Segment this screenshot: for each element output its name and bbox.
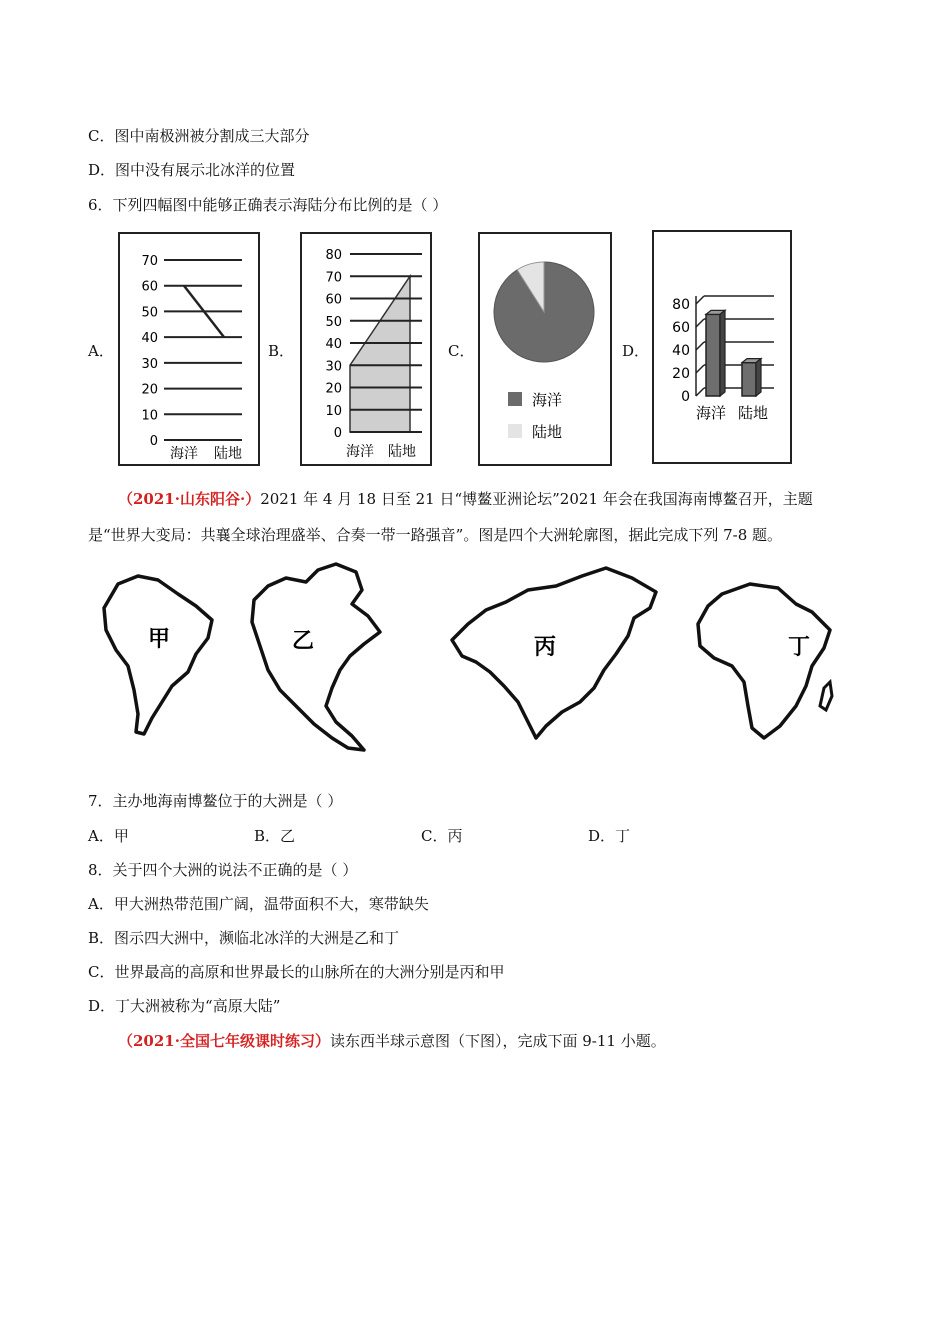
q7-option-c: C．丙 [421, 827, 463, 845]
chart-d-grid-diag [696, 342, 704, 350]
chart-d-xlabel-land: 陆地 [738, 404, 769, 422]
chart-d-grid-diag [696, 388, 704, 396]
q5-option-c: C．图中南极洲被分割成三大部分 [88, 127, 310, 145]
chart-d-ytick: 0 [681, 389, 690, 405]
chart-a-ytick: 20 [141, 382, 158, 398]
intro-9-11-source: （2021·全国七年级课时练习） [118, 1032, 330, 1050]
chart-d-grid-diag [696, 319, 704, 327]
chart-b-svg [302, 234, 430, 464]
chart-d-ytick: 80 [672, 297, 690, 313]
map-north-america [240, 560, 390, 756]
chart-d-ytick: 40 [672, 343, 690, 359]
chart-b-ytick: 50 [325, 314, 342, 330]
chart-a [118, 232, 260, 466]
q8-option-c: C．世界最高的高原和世界最长的山脉所在的大洲分别是丙和甲 [88, 963, 505, 981]
chart-a-ytick: 10 [141, 408, 158, 424]
chart-b-area [350, 276, 410, 432]
chart-b-ytick: 70 [325, 270, 342, 286]
chart-b-ytick: 0 [333, 426, 342, 441]
intro-9-11 [118, 1030, 666, 1052]
chart-letter-c: C． [448, 342, 475, 360]
madagascar-outline [820, 682, 832, 710]
q7-stem: 7．主办地海南博鳌位于的大洲是（ ） [88, 792, 343, 810]
q8-option-b: B．图示四大洲中，濒临北冰洋的大洲是乙和丁 [88, 929, 400, 947]
chart-d-xlabel-ocean: 海洋 [696, 404, 727, 422]
chart-a-ytick: 0 [149, 434, 158, 449]
intro-7-8-text2: 是“世界大变局：共襄全球治理盛举、合奏一带一路强音”。图是四个大洲轮廓图，据此完成下列 7-8 题。 [88, 526, 783, 544]
chart-a-ytick: 30 [141, 356, 158, 372]
chart-b-ytick: 10 [325, 403, 342, 419]
legend-swatch-land [508, 424, 522, 438]
chart-a-svg [120, 234, 258, 464]
q7-option-d: D．丁 [588, 827, 631, 845]
map-label-ding: 丁 [788, 635, 811, 660]
map-africa [692, 578, 842, 742]
legend-label-ocean: 海洋 [532, 391, 563, 409]
map-south-america [100, 572, 220, 742]
map-label-yi: 乙 [292, 629, 315, 654]
q8-stem: 8．关于四个大洲的说法不正确的是（ ） [88, 861, 358, 879]
chart-letter-b: B． [268, 342, 295, 360]
q7-option-b: B．乙 [254, 827, 296, 845]
intro-7-8-line1 [118, 488, 813, 510]
q8-option-a: A．甲大洲热带范围广阔，温带面积不大，寒带缺失 [88, 895, 429, 913]
q8-option-d: D．丁大洲被称为“高原大陆” [88, 997, 281, 1015]
chart-c-svg [480, 234, 610, 464]
legend-label-land: 陆地 [532, 423, 563, 441]
map-asia-eurasia [446, 562, 668, 744]
chart-d-svg [654, 232, 790, 462]
chart-d-ytick: 20 [672, 366, 690, 382]
intro-7-8-source: （2021·山东阳谷·） [118, 490, 261, 508]
map-label-jia: 甲 [148, 627, 171, 652]
chart-d-bar-side [720, 310, 725, 396]
chart-b-ytick: 60 [325, 292, 342, 308]
chart-a-ytick: 40 [141, 331, 158, 347]
legend-swatch-ocean [508, 392, 522, 406]
chart-letter-a: A． [88, 342, 114, 360]
chart-a-xlabel-ocean: 海洋 [170, 446, 198, 462]
chart-b-ytick: 80 [325, 248, 342, 263]
chart-d-bar-land [742, 363, 756, 396]
chart-d-ytick: 60 [672, 320, 690, 336]
chart-a-ytick: 50 [141, 305, 158, 321]
chart-b-xlabel-land: 陆地 [388, 444, 416, 460]
intro-9-11-text: 读东西半球示意图（下图），完成下面 9-11 小题。 [329, 1032, 666, 1050]
q6-stem: 6．下列四幅图中能够正确表示海陆分布比例的是（ ） [88, 196, 448, 214]
chart-d-grid-diag [696, 365, 704, 373]
chart-a-xlabel-land: 陆地 [214, 446, 242, 462]
chart-a-ytick: 70 [141, 254, 158, 269]
chart-letter-d: D． [622, 342, 650, 360]
chart-a-ytick: 60 [141, 279, 158, 295]
chart-b-ytick: 20 [325, 381, 342, 397]
q5-option-d: D．图中没有展示北冰洋的位置 [88, 161, 296, 179]
intro-7-8-text1: 2021 年 4 月 18 日至 21 日“博鳌亚洲论坛”2021 年会在我国海南博鳌召开，主题 [260, 490, 813, 508]
chart-b [300, 232, 432, 466]
q7-option-a: A．甲 [88, 827, 129, 845]
map-label-bing: 丙 [534, 635, 557, 660]
chart-b-xlabel-ocean: 海洋 [346, 444, 374, 460]
chart-c [478, 232, 612, 466]
chart-d-bar-ocean [706, 314, 720, 396]
chart-d-bar-side [756, 359, 761, 396]
chart-b-ytick: 40 [325, 337, 342, 352]
chart-d-grid-diag [696, 296, 704, 304]
chart-d [652, 230, 792, 464]
chart-b-ytick: 30 [325, 359, 342, 375]
